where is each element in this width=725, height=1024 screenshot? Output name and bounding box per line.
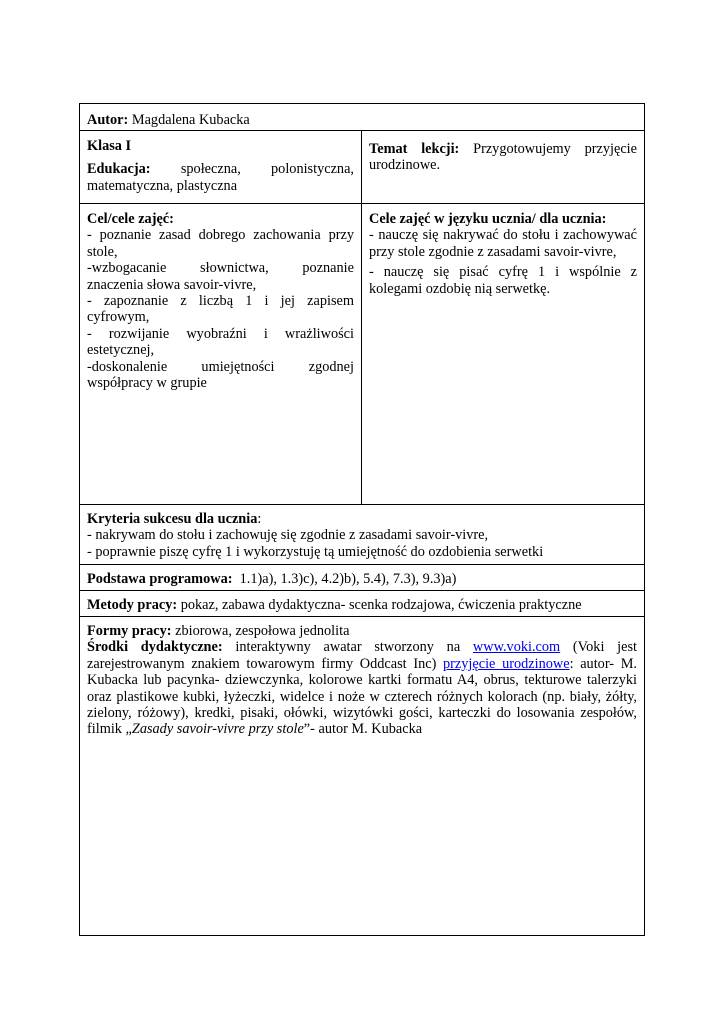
student-goals-label: Cele zajęć w języku ucznia/ dla ucznia: (369, 211, 607, 227)
criteria-label: Kryteria sukcesu dla ucznia (87, 511, 258, 527)
goal-line: - zapoznanie z liczbą 1 i jej zapisem (87, 293, 354, 310)
forms-text: zbiorowa, zespołowa jednolita (175, 623, 350, 639)
birthday-party-link[interactable]: przyjęcie urodzinowe (443, 655, 570, 672)
author-row (80, 104, 644, 131)
resources-text: interaktywny awatar stworzony na (235, 639, 461, 656)
goal-line: cyfrowym, (87, 309, 150, 326)
resources-text: (Voki jest zarejestrowanym znakiem towarowym firmy Oddcast Inc) (87, 639, 638, 672)
lesson-plan-table (79, 103, 645, 936)
goal-line: - poznanie zasad dobrego zachowania przy (87, 227, 354, 244)
criteria-line: - nakrywam do stołu i zachowuję się zgodnie z zasadami savoir-vivre, (87, 527, 489, 544)
class-name: Klasa I (87, 138, 132, 154)
forms-resources-row (80, 617, 644, 935)
author-name: Magdalena Kubacka (131, 112, 250, 128)
topic-text: Przygotowujemy przyjęcie urodzinowe. (369, 141, 637, 174)
student-goal-item: - nauczę się pisać cyfrę 1 i wspólnie z kolegami ozdobię nią serwetkę. (369, 264, 637, 297)
education-label: Edukacja: (87, 161, 151, 178)
student-goal-item: - nauczę się nakrywać do stołu i zachowywać przy stole zgodnie z zasadami savoir-vivre, (369, 227, 637, 260)
student-goals-cell (362, 204, 644, 504)
class-cell (80, 131, 362, 203)
program-text: 1.1)a), 1.3)c), 4.2)b), 5.4), 7.3), 9.3)a) (239, 571, 457, 587)
class-topic-row (80, 131, 644, 204)
resources-paragraph (87, 639, 637, 737)
education-areas-line2: matematyczna, plastyczna (87, 177, 238, 194)
criteria-line: - poprawnie piszę cyfrę 1 i wykorzystuję tą umiejętność do ozdobienia serwetki (87, 543, 544, 560)
criteria-colon: : (257, 511, 262, 527)
goal-line: stole, (87, 243, 118, 260)
author-label: Autor: (87, 112, 129, 128)
goal-line: znaczenia słowa savoir-vivre, (87, 276, 257, 293)
voki-link[interactable]: www.voki.com (472, 639, 561, 656)
resources-label: Środki dydaktyczne: (87, 639, 223, 656)
goals-cell (80, 204, 362, 504)
topic-cell (362, 131, 644, 203)
goals-label: Cel/cele zajęć: (87, 211, 174, 227)
methods-row (80, 591, 644, 617)
program-label: Podstawa programowa: (87, 571, 233, 587)
topic-label: Temat lekcji: (369, 141, 460, 157)
methods-label: Metody pracy: (87, 597, 178, 613)
goal-line: - rozwijanie wyobraźni i wrażliwości (87, 325, 354, 342)
criteria-row (80, 505, 644, 565)
film-title: Zasady savoir-vivre przy stole (131, 721, 304, 738)
goals-row (80, 204, 644, 505)
goal-line: estetycznej, (87, 342, 155, 359)
goal-line: współpracy w grupie (87, 375, 207, 392)
resources-text: ”- autor M. Kubacka (303, 721, 423, 738)
methods-text: pokaz, zabawa dydaktyczna- scenka rodzajowa, ćwiczenia praktyczne (180, 597, 582, 613)
program-row (80, 565, 644, 591)
education-areas-line1: społeczna, polonistyczna, (180, 161, 355, 178)
resources-text: : autor- M. Kubacka lub pacynka- dziewczynka, kolorowe kartki formatu A4, obrus, tekturowe talerzyki oraz plastikowe kubki, łyżeczki, widelce i noże w czterech różnych kolorach (np. biały, żółty, zielony, różowy), kredki, pisaki, ołówki, wizytówki gości, karteczki do losowania zespołów, filmik „ (87, 655, 638, 738)
goal-line: -wzbogacanie słownictwa, poznanie (87, 260, 354, 277)
forms-label: Formy pracy: (87, 623, 172, 639)
goal-line: -doskonalenie umiejętności zgodnej (87, 358, 354, 375)
